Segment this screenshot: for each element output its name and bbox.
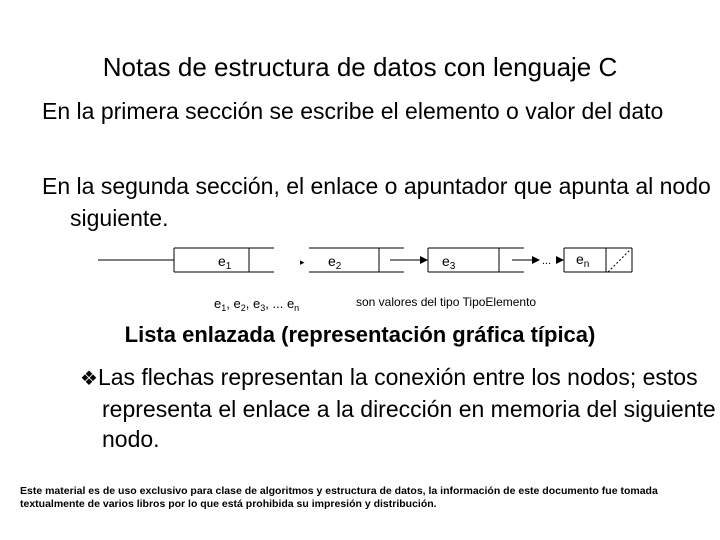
null-pointer-slash [608, 250, 630, 272]
arrow-head [556, 256, 564, 264]
node-1 [174, 248, 274, 272]
node-1-label: $e_1$ [218, 253, 232, 272]
diagram-caption: Lista enlazada (representación gráfica típica) [124, 322, 596, 347]
diamond-bullet-icon: ❖ [80, 368, 98, 390]
node-2-label: $e_2$ [328, 253, 342, 272]
elements-list: $e_1$, $e_2$, $e_3$, ... $e_n$ [214, 296, 300, 313]
elements-description: son valores del tipo TipoElemento [356, 295, 537, 309]
arrow-head [420, 256, 428, 264]
node-n [564, 248, 632, 272]
footer-disclaimer: Este material es de uso exclusivo para clase de algoritmos y estructura de datos, la información de este documento fue tomada textualmente de varios libros por lo que está prohibida su impresión y distribución. [20, 485, 658, 510]
linked-list-diagram [94, 244, 654, 316]
arrow-head [532, 256, 540, 264]
node-2 [309, 248, 404, 272]
bullet-text: Las flechas representan la conexión entre los nodos; estos representa el enlace a la dirección en memoria del siguiente nodo. [97, 364, 716, 452]
node-3 [428, 248, 524, 272]
arrow-marker: ▸ [300, 257, 305, 267]
bullet-item [80, 362, 720, 454]
ellipsis: ... [542, 255, 552, 267]
page-title: Notas de estructura de datos con lenguaje C [102, 52, 618, 82]
node-n-label: $e_n$ [576, 251, 590, 270]
paragraph-first-section: En la primera sección se escribe el elemento o valor del dato [42, 98, 664, 124]
node-3-label: $e_3$ [442, 253, 456, 272]
paragraph-second-section: En la segunda sección, el enlace o apuntador que apunta al nodo siguiente. [42, 173, 711, 231]
